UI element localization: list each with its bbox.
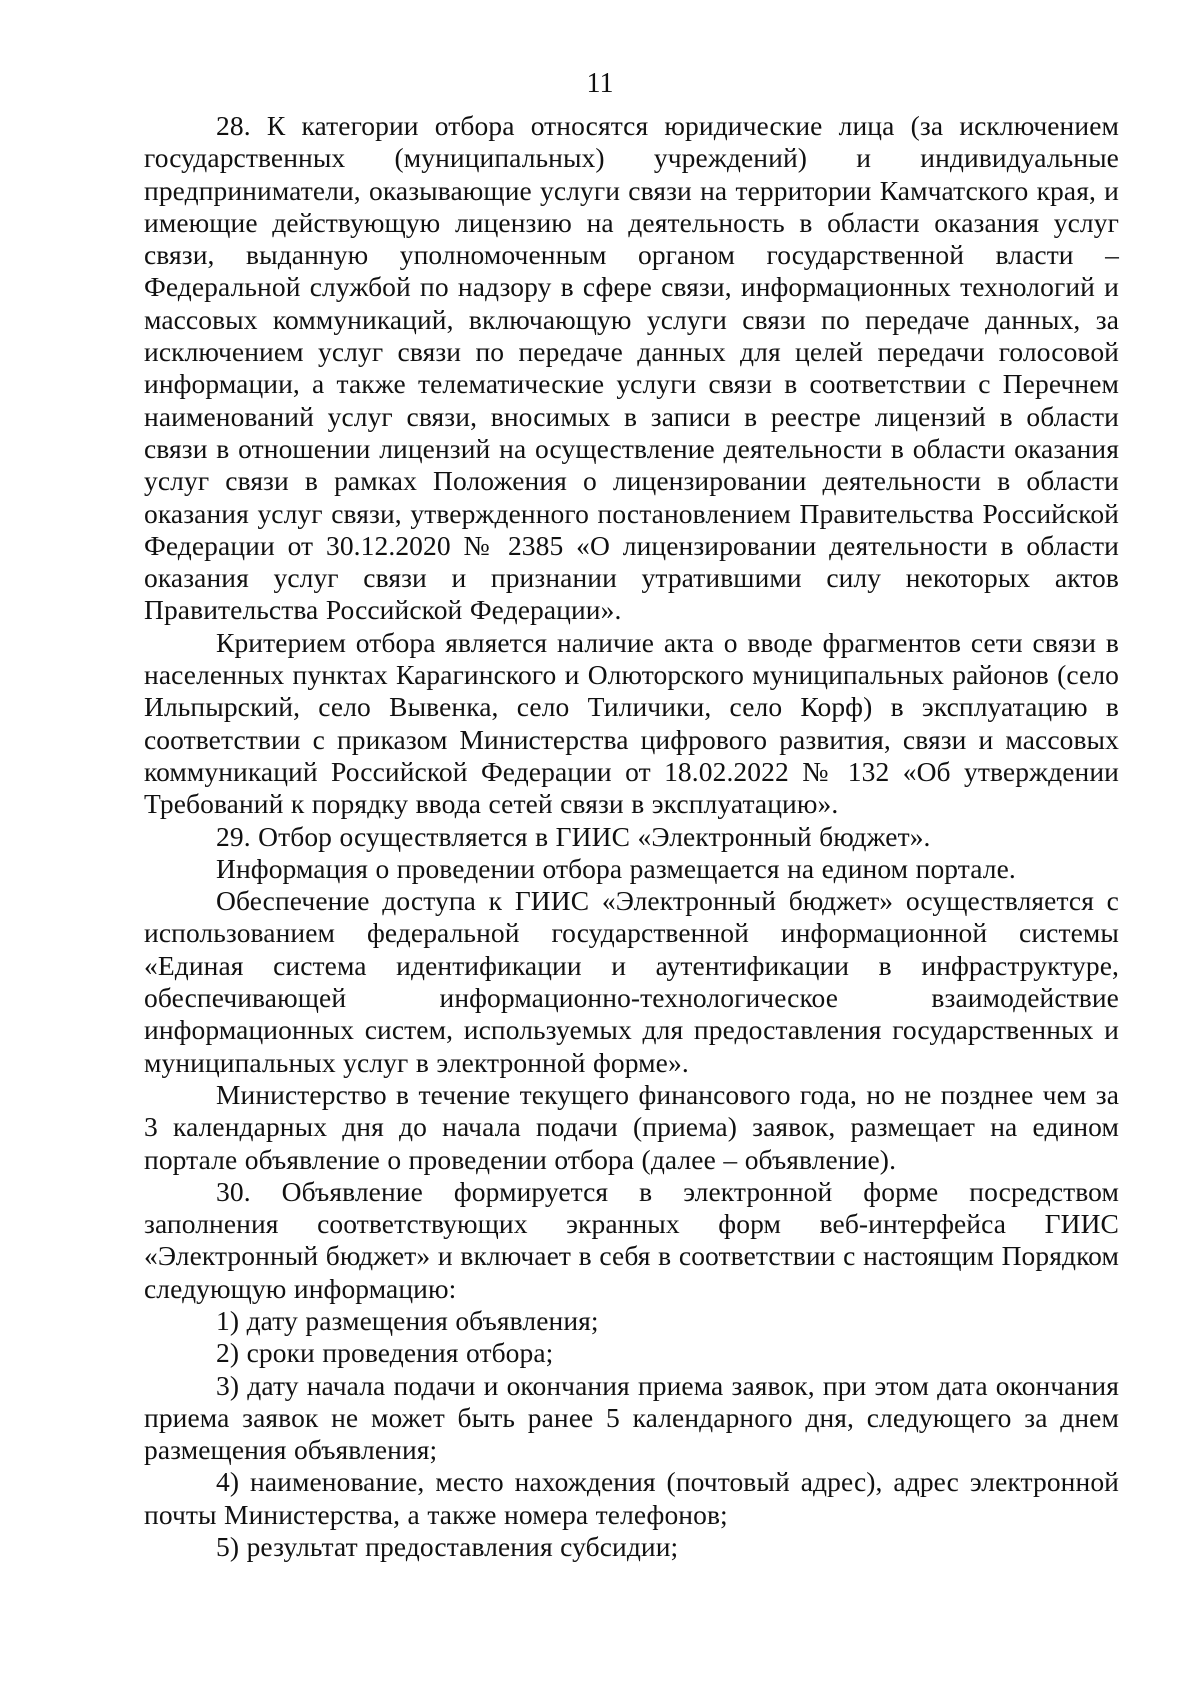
paragraph-portal-info: Информация о проведении отбора размещается на едином портале. [216,852,1016,884]
page-number: 11 [586,68,614,99]
list-item-3: 3) дату начала подачи и окончания приема заявок, при этом дата окончания приема заявок не может быть ранее 5 календарного дня, следующего за днем размещения объявления; [144,1369,1119,1466]
document-body [144,110,1119,1563]
paragraph-30: 30. Объявление формируется в электронной форме посредством заполнения соответствующих экранных форм веб-интерфейса ГИИС «Электронный бюджет» и включает в себя в соответствии с настоящим Порядком следующую информацию: [144,1175,1119,1304]
paragraph-29: 29. Отбор осуществляется в ГИИС «Электронный бюджет». [216,820,931,852]
paragraph-access: Обеспечение доступа к ГИИС «Электронный бюджет» осуществляется с использованием федеральной государственной информационной системы «Единая система идентификации и аутентификации в инфраструктуре, обеспечивающей информационно-технологическое взаимодействие информационных систем, используемых для предоставления государственных и муниципальных услуг в электронной форме». [144,885,1119,1078]
list-item-5: 5) результат предоставления субсидии; [216,1531,679,1563]
paragraph-28: 28. К категории отбора относятся юридические лица (за исключением государственных (муниципальных) учреждений) и индивидуальные предприниматели, оказывающие услуги связи на территории Камчатского края, и имеющие действующую лицензию на деятельность в области оказания услуг связи, выданную уполномоченным органом государственной власти – Федеральной службой по надзору в сфере связи, информационных технологий и массовых коммуникаций, включающую услуги связи по передаче данных, за исключением услуг связи по передаче данных для целей передачи голосовой информации, а также телематические услуги связи в соответствии с Перечнем наименований услуг связи, вносимых в записи в реестре лицензий в области связи в отношении лицензий на осуществление деятельности в области оказания услуг связи в рамках Положения о лицензировании деятельности в области оказания услуг связи, утвержденного постановлением Правительства Российской Федерации от 30.12.2020 № 2385 «О лицензировании деятельности в области оказания услуг связи и признании утратившими силу некоторых актов Правительства Российской Федерации». [144,110,1119,626]
paragraph-selection-criterion: Критерием отбора является наличие акта о вводе фрагментов сети связи в населенных пунктах Карагинского и Олюторского муниципальных районов (село Ильпырский, село Вывенка, село Тиличики, село Корф) в эксплуатацию в соответствии с приказом Министерства цифрового развития, связи и массовых коммуникаций Российской Федерации от 18.02.2022 № 132 «Об утверждении Требований к порядку ввода сетей связи в эксплуатацию». [144,626,1119,820]
paragraph-ministry-announcement: Министерство в течение текущего финансового года, но не позднее чем за 3 календарных дня до начала подачи (приема) заявок, размещает на едином портале объявление о проведении отбора (далее – объявление). [144,1078,1119,1175]
list-item-1: 1) дату размещения объявления; [216,1304,599,1336]
list-item-4: 4) наименование, место нахождения (почтовый адрес), адрес электронной почты Министерства, а также номера телефонов; [144,1466,1119,1530]
list-item-2: 2) сроки проведения отбора; [216,1337,554,1369]
